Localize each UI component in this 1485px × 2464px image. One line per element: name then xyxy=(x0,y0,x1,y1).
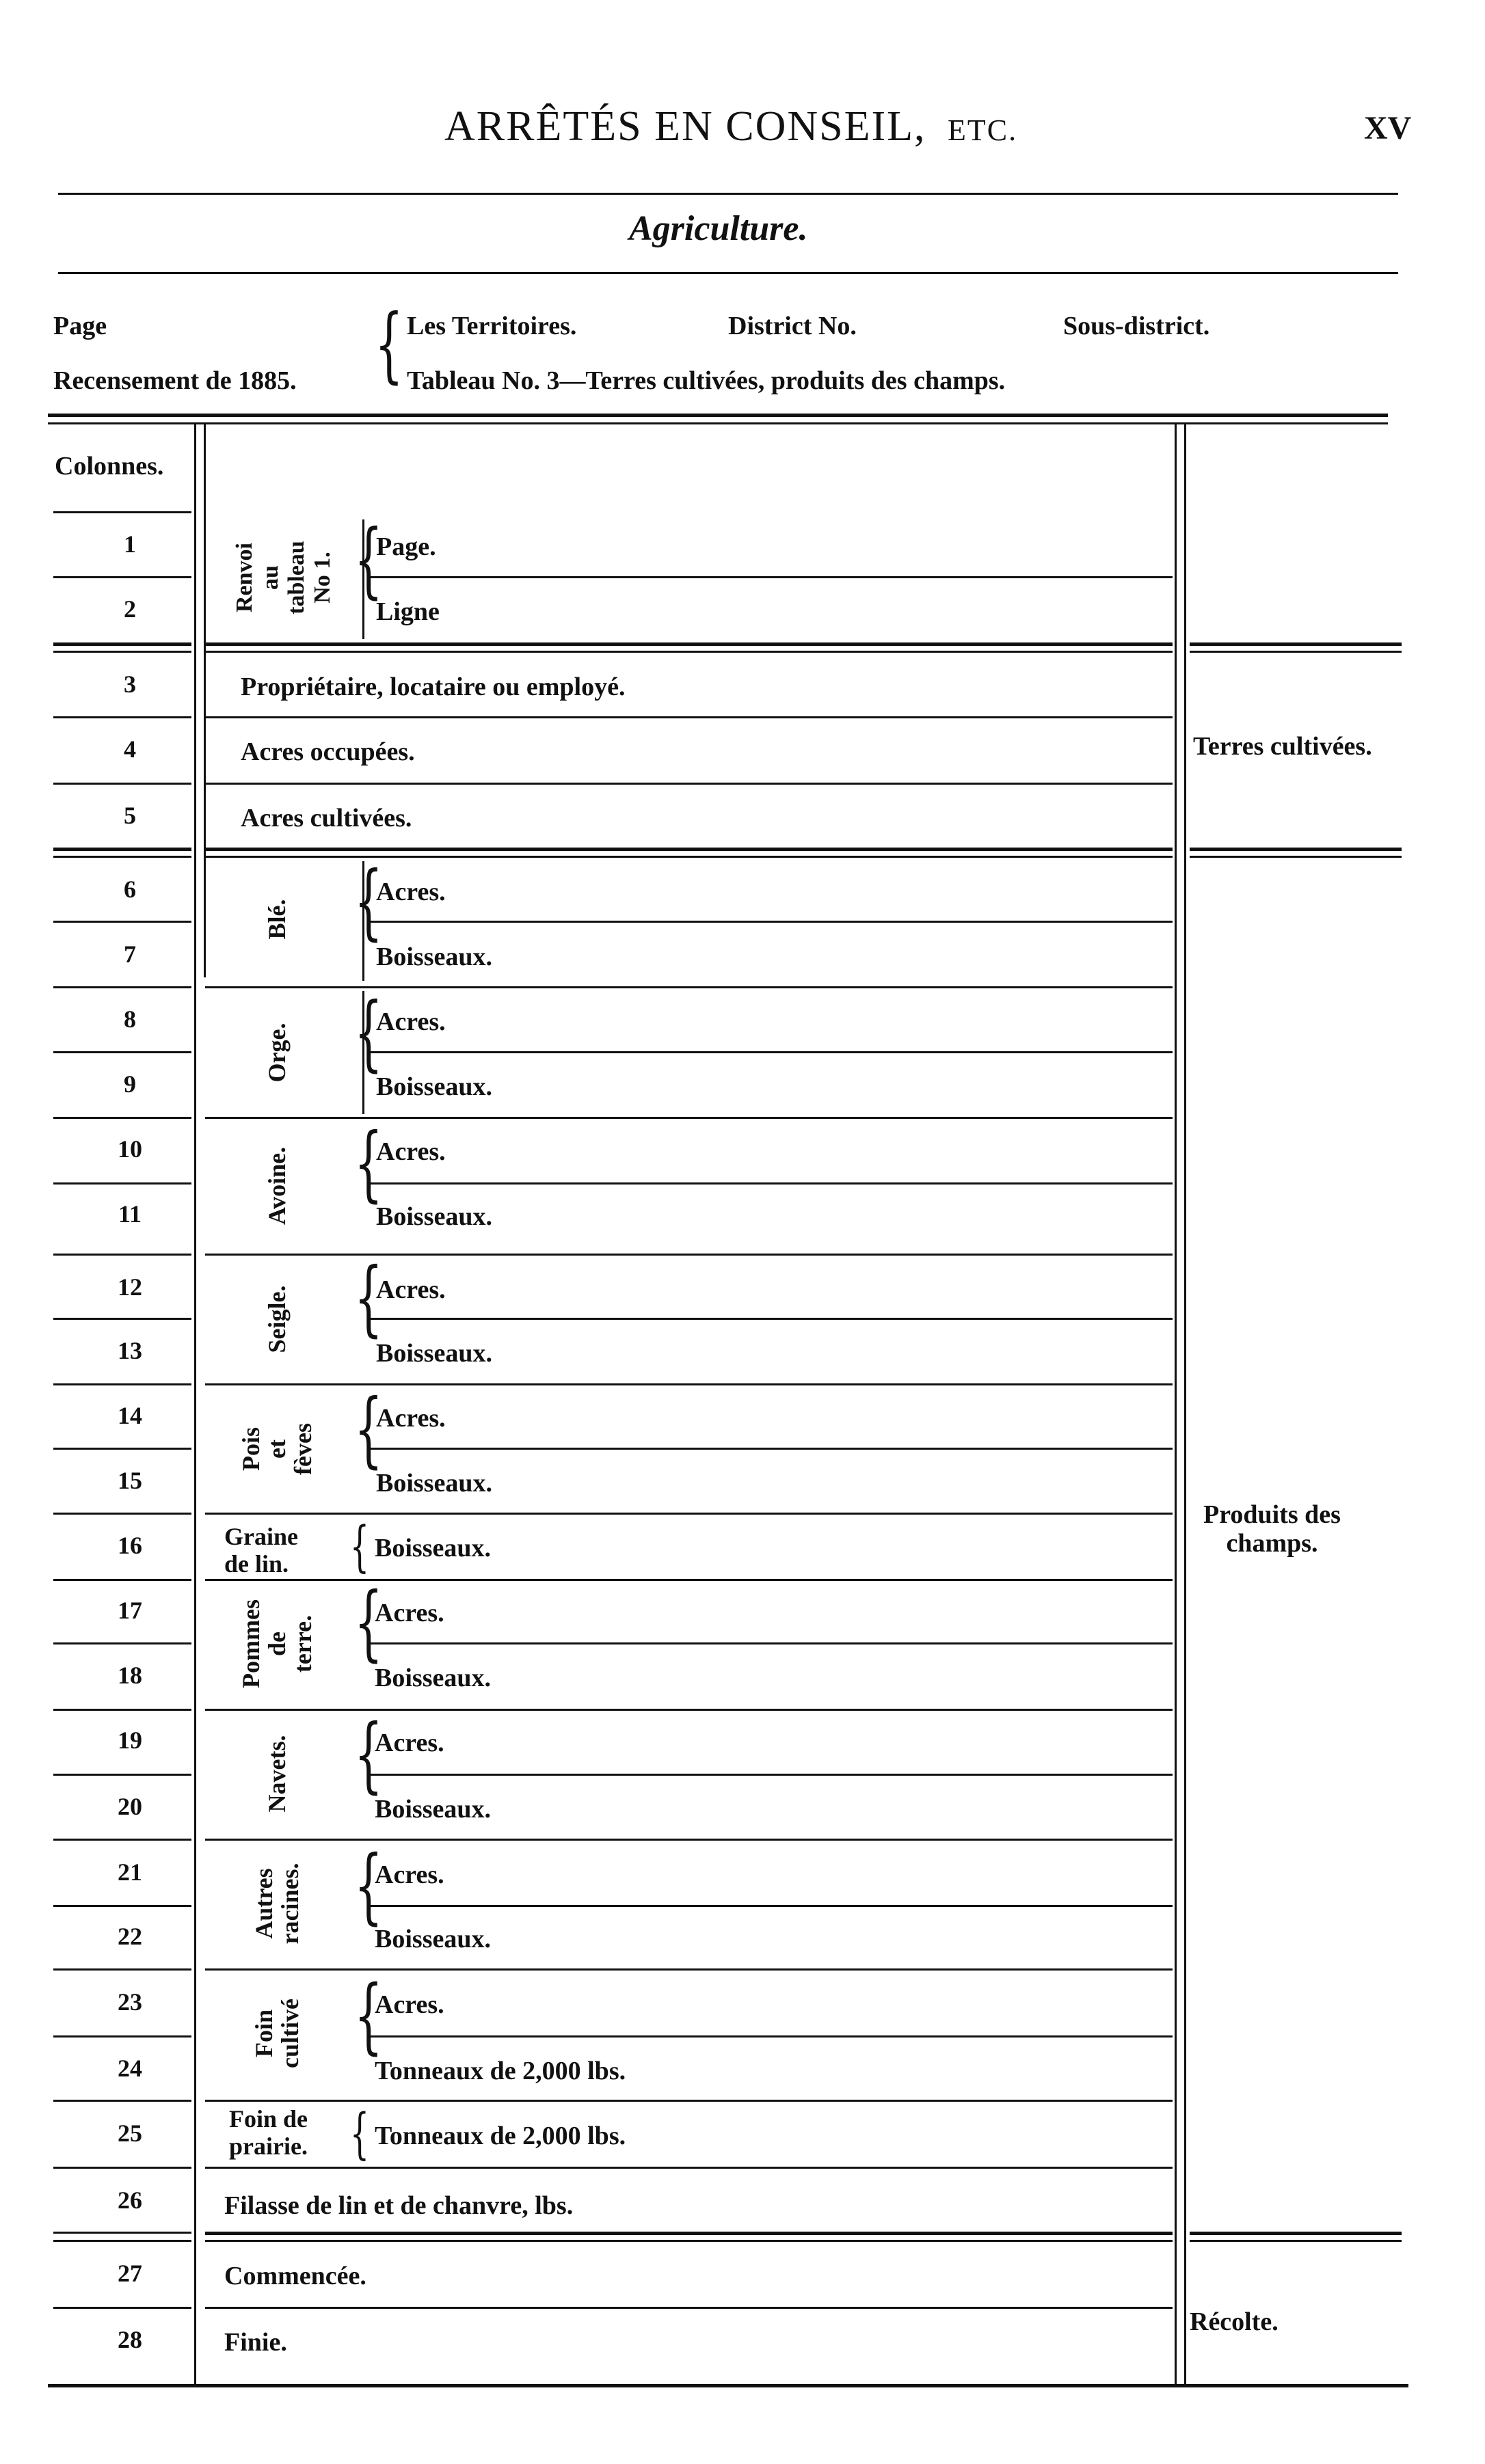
row-label: Acres. xyxy=(375,1599,444,1627)
row-label: Boisseaux. xyxy=(375,1664,491,1692)
row-number: 8 xyxy=(124,1005,136,1033)
brace: { xyxy=(354,854,383,949)
group-label-avoine: Avoine. xyxy=(263,1146,291,1226)
row-rule xyxy=(53,1117,191,1119)
row-rule xyxy=(53,856,191,858)
row-label: Boisseaux. xyxy=(376,943,492,971)
row-rule xyxy=(53,1448,191,1450)
row-number: 10 xyxy=(118,1135,142,1163)
row-label: Page. xyxy=(376,532,436,561)
info-subdistrict: Sous-district. xyxy=(1063,312,1210,340)
info-territories: Les Territoires. xyxy=(407,312,577,340)
group-rule xyxy=(205,986,1173,988)
group-label-orge: Orge. xyxy=(263,1023,291,1083)
group-rule xyxy=(205,1117,1173,1119)
group-label-renvoi: Renvoi au tableau No 1. xyxy=(232,541,335,614)
header-rule xyxy=(58,193,1398,195)
left-double-line-b xyxy=(204,424,206,977)
row-label: Acres. xyxy=(376,1404,446,1433)
row-rule xyxy=(53,1968,191,1971)
info-page-label: Page xyxy=(53,312,107,340)
row-rule xyxy=(53,1051,191,1053)
row-number: 21 xyxy=(118,1858,142,1886)
row-number: 18 xyxy=(118,1662,142,1689)
row-label: Finie. xyxy=(224,2328,287,2357)
row-rule xyxy=(53,1642,191,1644)
row-number: 22 xyxy=(118,1923,142,1950)
brace: { xyxy=(350,2102,369,2165)
sub-row-rule xyxy=(369,921,1173,923)
row-rule xyxy=(205,783,1173,785)
row-label: Boisseaux. xyxy=(376,1339,492,1368)
table-bottom-rule xyxy=(48,2384,1408,2387)
row-label: Acres. xyxy=(375,1860,444,1889)
row-number: 3 xyxy=(124,671,136,698)
row-rule xyxy=(53,2167,191,2169)
row-label: Boisseaux. xyxy=(375,1534,491,1562)
right-label-produits: Produits des champs. xyxy=(1203,1500,1341,1558)
row-number: 12 xyxy=(118,1273,142,1301)
right-rule xyxy=(1190,848,1402,851)
row-label: Propriétaire, locataire ou employé. xyxy=(241,673,626,701)
sub-row-rule xyxy=(369,1642,1173,1644)
group-rule xyxy=(205,1839,1173,1841)
info-table-title: Tableau No. 3—Terres cultivées, produits des champs. xyxy=(407,366,1006,395)
right-rule xyxy=(1190,2240,1402,2242)
right-label-recolte: Récolte. xyxy=(1190,2307,1279,2336)
row-label: Acres. xyxy=(376,1137,446,1166)
row-rule xyxy=(53,783,191,785)
row-label: Boisseaux. xyxy=(376,1202,492,1231)
info-census-label: Recensement de 1885. xyxy=(53,366,297,395)
row-number: 27 xyxy=(118,2260,142,2287)
row-number: 17 xyxy=(118,1597,142,1624)
right-rule xyxy=(1190,642,1402,646)
row-number: 15 xyxy=(118,1467,142,1494)
row-label: Boisseaux. xyxy=(375,1795,491,1824)
row-rule xyxy=(53,2232,191,2234)
section-rule xyxy=(205,651,1173,653)
row-label: Ligne xyxy=(376,597,440,626)
section-rule xyxy=(205,642,1173,646)
row-rule xyxy=(53,1383,191,1385)
row-rule xyxy=(53,1839,191,1841)
right-double-line-a xyxy=(1175,424,1177,2385)
brace: { xyxy=(354,1707,383,1802)
row-rule xyxy=(53,511,191,513)
section-rule xyxy=(205,848,1173,851)
sub-row-rule xyxy=(369,1318,1173,1320)
row-rule xyxy=(205,716,1173,718)
group-label-foin: Foin cultivé xyxy=(250,1999,304,2068)
brace: { xyxy=(354,513,383,608)
group-rule xyxy=(205,1968,1173,1971)
right-rule xyxy=(1190,856,1402,858)
group-rule xyxy=(205,1383,1173,1385)
sub-row-rule xyxy=(369,1905,1173,1907)
row-number: 16 xyxy=(118,1532,142,1559)
group-label-ble: Blé. xyxy=(263,899,291,940)
row-number: 7 xyxy=(124,940,136,968)
brace: { xyxy=(354,1575,383,1670)
right-label-terres: Terres cultivées. xyxy=(1193,732,1372,761)
row-label: Tonneaux de 2,000 lbs. xyxy=(375,2057,626,2085)
row-label: Boisseaux. xyxy=(376,1469,492,1498)
row-rule xyxy=(53,1318,191,1320)
row-number: 23 xyxy=(118,1988,142,2016)
row-number: 11 xyxy=(118,1200,142,1228)
row-label: Acres. xyxy=(376,878,446,906)
group-label-pois: Pois et fèves xyxy=(237,1423,317,1475)
group-label-navets: Navets. xyxy=(263,1735,291,1813)
info-district: District No. xyxy=(728,312,857,340)
row-label: Acres. xyxy=(375,1990,444,2019)
brace: { xyxy=(354,1116,383,1211)
row-rule xyxy=(53,1709,191,1711)
brace: { xyxy=(354,1251,383,1346)
row-number: 5 xyxy=(124,802,136,829)
row-label: Tonneaux de 2,000 lbs. xyxy=(375,2122,626,2150)
row-number: 26 xyxy=(118,2187,142,2214)
info-brace: { xyxy=(375,297,403,392)
group-rule xyxy=(205,2240,1173,2242)
page-header-title: ARRÊTÉS EN CONSEIL, ETC. xyxy=(444,103,1018,150)
row-rule xyxy=(53,1905,191,1907)
group-label-autres: Autres racines. xyxy=(250,1863,304,1945)
left-double-line-a xyxy=(194,424,196,2385)
group-rule xyxy=(205,1579,1173,1581)
group-rule xyxy=(205,2232,1173,2235)
brace: { xyxy=(350,1515,369,1578)
brace: { xyxy=(354,1382,383,1477)
sub-row-rule xyxy=(369,1182,1173,1184)
row-label: Acres. xyxy=(376,1007,446,1036)
row-rule xyxy=(53,716,191,718)
sub-row-rule xyxy=(369,1051,1173,1053)
right-rule xyxy=(1190,651,1402,653)
row-number: 2 xyxy=(124,595,136,623)
row-rule xyxy=(53,576,191,578)
group-rule xyxy=(205,2307,1173,2309)
row-label: Acres occupées. xyxy=(241,737,415,766)
page-number: XV xyxy=(1364,110,1412,146)
row-rule xyxy=(53,642,191,646)
sub-row-rule xyxy=(369,1448,1173,1450)
row-rule xyxy=(53,1513,191,1515)
group-rule xyxy=(205,1709,1173,1711)
brace: { xyxy=(354,1839,383,1934)
row-number: 20 xyxy=(118,1793,142,1820)
sub-row-rule xyxy=(369,576,1173,578)
row-number: 4 xyxy=(124,735,136,763)
row-label: Acres cultivées. xyxy=(241,804,412,832)
row-label: Boisseaux. xyxy=(375,1925,491,1953)
sub-row-rule xyxy=(369,2035,1173,2037)
row-rule xyxy=(53,986,191,988)
row-label: Commencée. xyxy=(224,2262,366,2290)
row-number: 13 xyxy=(118,1337,142,1364)
section-rule xyxy=(58,272,1398,274)
group-label-pommes: Pommes de terre. xyxy=(237,1599,317,1688)
row-label: Boisseaux. xyxy=(376,1072,492,1101)
row-label: Filasse de lin et de chanvre, lbs. xyxy=(224,2191,574,2220)
row-rule xyxy=(53,921,191,923)
row-number: 24 xyxy=(118,2055,142,2082)
row-number: 9 xyxy=(124,1070,136,1098)
row-number: 28 xyxy=(118,2326,142,2353)
row-rule xyxy=(53,1254,191,1256)
row-rule xyxy=(53,1774,191,1776)
row-rule xyxy=(53,651,191,653)
row-rule xyxy=(53,848,191,851)
group-rule xyxy=(205,1254,1173,1256)
row-number: 6 xyxy=(124,876,136,903)
row-number: 25 xyxy=(118,2120,142,2147)
group-label-foin-prairie: Foin de prairie. xyxy=(229,2105,308,2160)
group-label-seigle: Seigle. xyxy=(263,1285,291,1353)
sub-row-rule xyxy=(369,1774,1173,1776)
right-double-line-b xyxy=(1184,424,1186,2385)
row-rule xyxy=(53,2100,191,2102)
right-rule xyxy=(1190,2232,1402,2235)
columns-header: Colonnes. xyxy=(55,452,164,480)
row-rule xyxy=(53,2240,191,2242)
section-rule xyxy=(205,856,1173,858)
row-rule xyxy=(53,1182,191,1184)
group-label-graine-lin: Graine de lin. xyxy=(224,1523,298,1578)
section-title: Agriculture. xyxy=(629,209,808,248)
table-top-rule xyxy=(48,414,1388,417)
row-rule xyxy=(53,2307,191,2309)
row-number: 19 xyxy=(118,1727,142,1754)
group-rule xyxy=(205,2167,1173,2169)
brace: { xyxy=(354,986,383,1081)
row-label: Acres. xyxy=(375,1729,444,1757)
row-label: Acres. xyxy=(376,1275,446,1304)
brace: { xyxy=(354,1968,383,2063)
table-top-rule-2 xyxy=(48,422,1388,424)
row-rule xyxy=(53,1579,191,1581)
row-number: 14 xyxy=(118,1402,142,1429)
row-rule xyxy=(53,2035,191,2037)
row-number: 1 xyxy=(124,530,136,558)
